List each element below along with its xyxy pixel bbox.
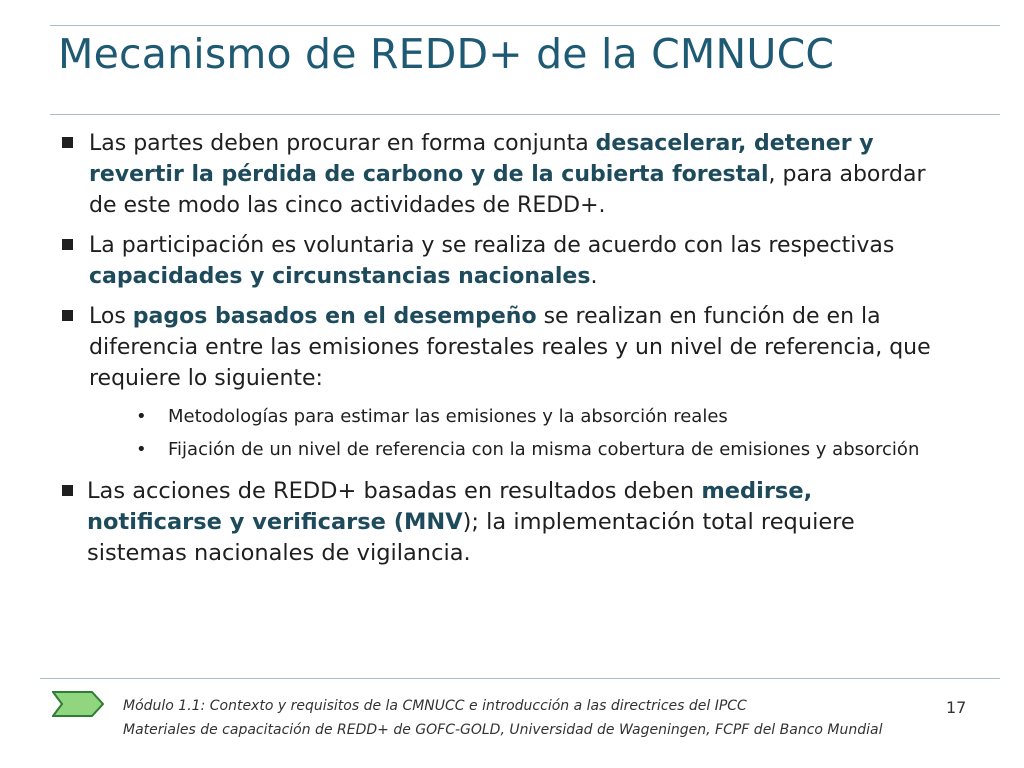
slide-title: Mecanismo de REDD+ de la CMNUCC — [58, 30, 835, 78]
top-rule — [50, 25, 1000, 26]
sub-bullet-text: Metodologías para estimar las emisiones y la absorción reales — [168, 406, 728, 427]
bold-text-run: desacelerar, detener y revertir la pérdida de carbono y de la cubierta forestal — [89, 131, 874, 187]
sub-bullet-item — [136, 403, 928, 431]
footer-rule — [40, 678, 1000, 679]
text-run: Los — [89, 304, 133, 329]
text-run: se realizan en función de en la diferencia entre las emisiones forestales reales y un nivel de referencia, que requiere lo siguiente: — [89, 304, 931, 391]
square-bullet-icon — [62, 137, 73, 148]
bullet-text — [87, 478, 855, 566]
sub-bullet-item — [136, 436, 928, 464]
round-bullet-icon: • — [136, 406, 147, 427]
bold-text-run: medirse, notificarse y verificarse (MNV — [87, 478, 813, 535]
bullet-text — [89, 131, 926, 218]
bullet-text — [89, 233, 894, 289]
text-run: . — [590, 264, 598, 289]
bullet-item — [60, 301, 969, 394]
text-run: Las acciones de REDD+ basadas en resultados deben — [87, 478, 702, 504]
square-bullet-icon — [62, 310, 73, 321]
slide-body — [60, 128, 960, 578]
bold-text-run: pagos basados en el desempeño — [132, 304, 537, 329]
text-run: ); la implementación total requiere sistemas nacionales de vigilancia. — [87, 509, 855, 566]
green-chevron-arrow-icon — [52, 691, 104, 717]
bullet-item — [60, 128, 949, 221]
bullet-text — [89, 304, 931, 391]
page-number: 17 — [946, 698, 967, 717]
sub-bullet-text: Fijación de un nivel de referencia con la misma cobertura de emisiones y absorción — [168, 439, 920, 460]
square-bullet-icon — [62, 239, 73, 250]
bullet-item — [60, 230, 949, 292]
text-run: Las partes deben procurar en forma conjunta — [89, 131, 596, 156]
round-bullet-icon: • — [136, 439, 147, 460]
footer-module-line: Módulo 1.1: Contexto y requisitos de la CMNUCC e introducción a las directrices del IPCC — [123, 698, 747, 714]
bullet-item — [60, 476, 937, 569]
footer-credits-line: Materiales de capacitación de REDD+ de GOFC-GOLD, Universidad de Wageningen, FCPF del Banco Mundial — [123, 722, 883, 738]
text-run: , para abordar de este modo las cinco actividades de REDD+. — [89, 162, 926, 218]
bold-text-run: capacidades y circunstancias nacionales — [89, 264, 591, 289]
square-bullet-icon — [62, 485, 73, 496]
text-run: La participación es voluntaria y se realiza de acuerdo con las respectivas — [89, 233, 895, 258]
title-underline-rule — [50, 114, 1000, 115]
